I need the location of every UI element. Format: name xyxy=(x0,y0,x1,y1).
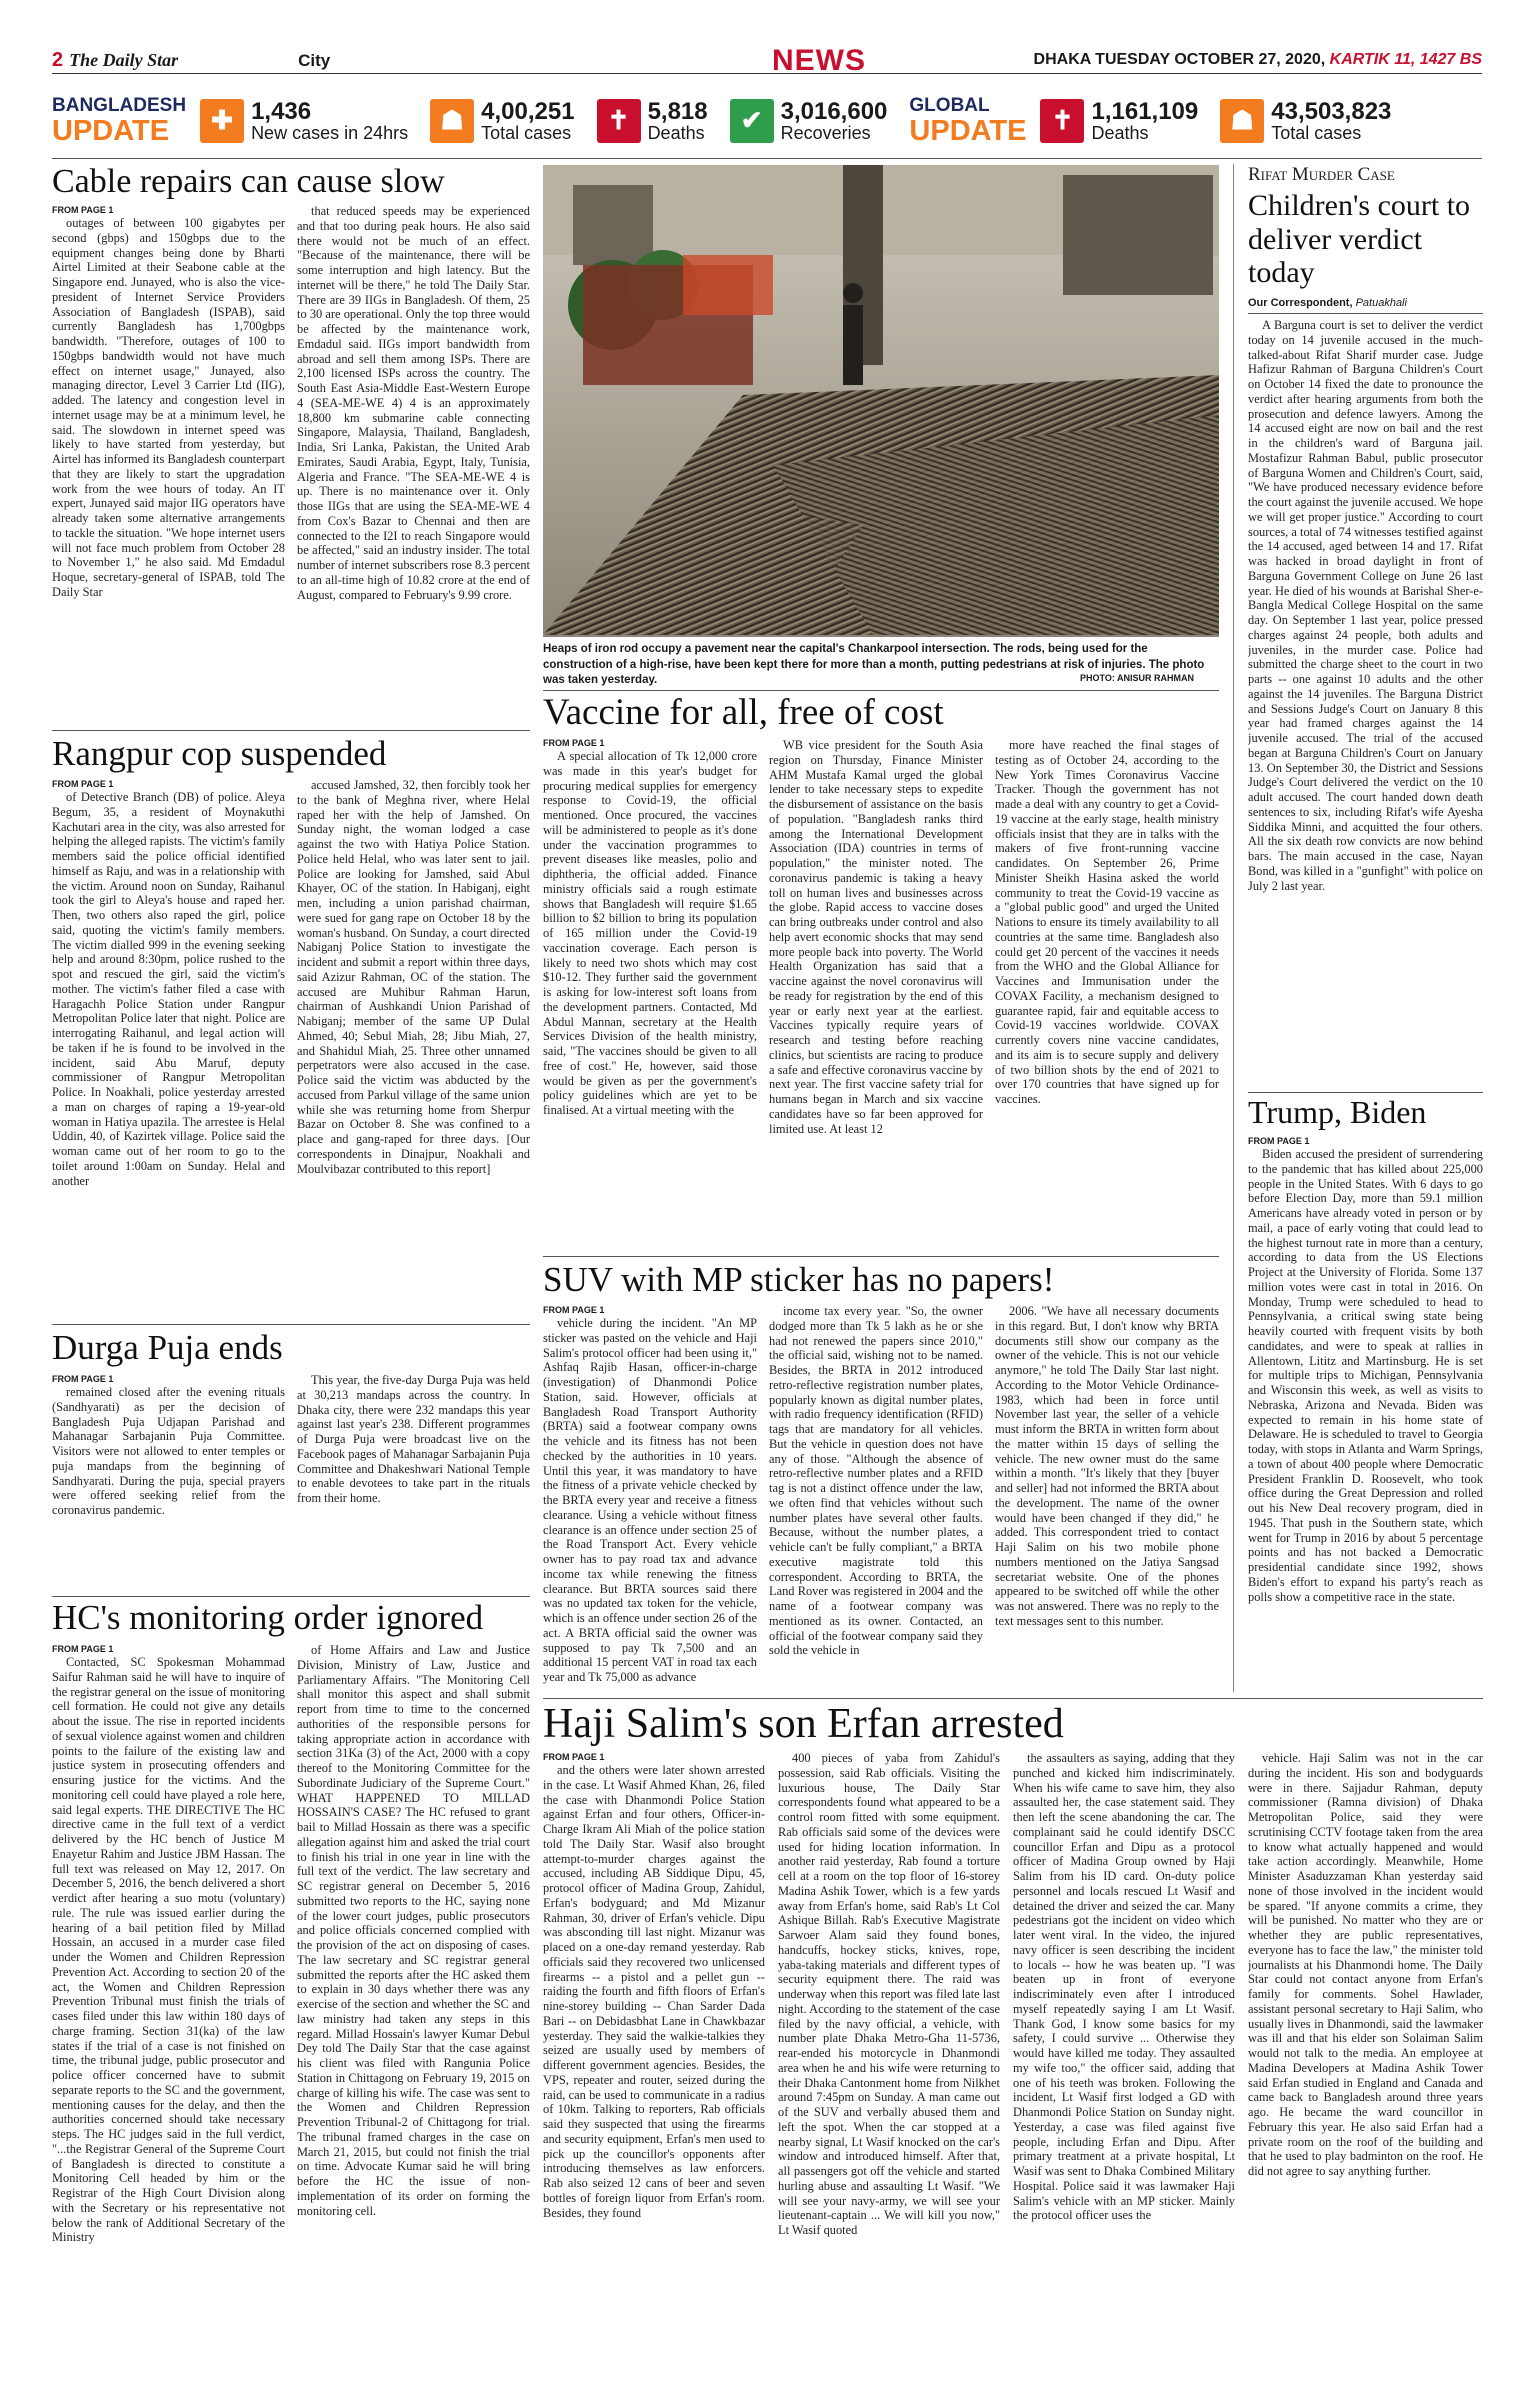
haji-headline: Haji Salim's son Erfan arrested xyxy=(543,1701,1064,1747)
hc-col-1 xyxy=(52,1655,285,2390)
trump-headline: Trump, Biden xyxy=(1248,1094,1427,1130)
bd-label-top: BANGLADESH xyxy=(52,94,187,116)
column-divider xyxy=(1233,164,1234,1692)
from-page-label: FROM PAGE 1 xyxy=(543,738,605,748)
durga-col-1 xyxy=(52,1385,285,1589)
article-text: outages of between 100 gigabytes per second (gbps) and 150gbps due to the equipment changes being done by Bharti Airtel Limited at their Seabone cable at the Singapore end. Junayed, who is also the vice-president of Internet Service Providers Association of Bangladesh (ISPAB), said currently Bangladesh has 1,700gbps bandwidth. "Therefore, outages of 100 to 150gbps bandwidth would not have much effect on internet usage," Junayed, also managing director, Level 3 Carrier Ltd (IIG), added. The latency and congestion level in internet usage may be at a minimum level, he said. The slowdown in internet speed was likely to have started from yesterday, but Airtel has informed its Bangladesh counterpart that they are likely to start the upgradation work from the wee hours of today. An IT expert, Junayed said major IIG operators have already taken some alternative arrangements to tackle the situation. "We hope internet users will not face much problem from October 28 to November 1," he also said. Md Emdadul Hoque, secretary-general of ISPAB, told The Daily Star xyxy=(52,216,285,599)
article-text: and the others were later shown arrested in the case. Lt Wasif Ahmed Khan, 26, filed the case with Dhanmondi Police Station against Erfan and four others, Officer-in-Charge Ikram Ali Miah of the police station told The Daily Star. Wasif also brought attempt-to-murder charges against the accused, including AB Siddique Dipu, 45, protocol officer of Madina Group, Zahidul, Erfan's bodyguard; and Md Mizanur Rahman, 30, driver of Erfan's vehicle. Dipu was absconding till last night. Mizanur was placed on a one-day remand yesterday. Rab officials said they recovered two unlicensed firearms -- a pistol and a pellet gun -- raiding the fourth and fifth floors of Erfan's nine-storey building -- Chan Sarder Dada Bari -- on Debidasbhat Lane in Chawkbazar yesterday. They said the walkie-talkies they seized are usually used by members of different government agencies. Besides, the VPS, repeater and router, seized during the raid, can be used to communicate in a radius of 10km. Talking to reporters, Rab officials said they suspected that using the firearms and security equipment, Erfan's men used to pick up the councillor's opponents after introducing themselves as law enforcers. Rab also seized 12 cans of beer and seven bottles of foreign liquor from Erfan's room. Besides, they found xyxy=(543,1763,765,2220)
cable-col-1 xyxy=(52,216,285,710)
from-page-label: FROM PAGE 1 xyxy=(52,779,114,789)
article-text: 400 pieces of yaba from Zahidul's possession, said Rab officials. Visiting the luxurious house, The Daily Star correspondents found what appeared to be a control room fitted with some equipment. Rab officials said some of the devices were used for hiding location information. In another raid yesterday, Rab found a torture cell at a room on the top floor of 16-storey Madina Ashik Tower, which is a few yards away from Erfan's home, said Rab's Lt Col Ashique Billah. Rab's Executive Magistrate Sarwoer Alam said they found bones, handcuffs, hockey sticks, knives, rope, yaba-taking materials and different types of security equipment there. The raid was underway when this report was filed late last night. According to the statement of the case filed by the navy official, a vehicle, with number plate Dhaka Metro-Gha 11-5736, rear-ended his motorcycle in Dhanmondi area when he and his wife were returning to their Dhaka Cantonment home from Nilkhet around 7:45pm on Sunday. A man came out of the SUV and verbally abused them and left the spot. When the car stopped at a nearby signal, Lt Wasif knocked on the car's window and introduced himself. After that, all passengers got off the vehicle and started hurling abuse and assaulting Lt Wasif. "We will see your navy-army, we will see your lieutenant-captain ... We will kill you now," Lt Wasif quoted xyxy=(778,1751,1000,2237)
stat-value: 3,016,600 xyxy=(780,97,888,125)
divider xyxy=(52,158,1482,159)
from-page-label: FROM PAGE 1 xyxy=(52,1374,114,1384)
death-icon: ✝ xyxy=(597,99,641,143)
from-page-label: FROM PAGE 1 xyxy=(543,1305,605,1315)
haji-col-2 xyxy=(778,1751,1000,2390)
paper-name: The Daily Star xyxy=(69,50,179,70)
byline-author: Our Correspondent, xyxy=(1248,297,1353,309)
article-text: more have reached the final stages of testing as of October 24, according to the New York Times Coronavirus Vaccine Tracker. Though the government has not made a deal with any country to get a Covid-19 vaccine at the early stage, health ministry officials insist that they are in talks with the makers of five front-running vaccine candidates. On September 26, Prime Minister Sheikh Hasina asked the world community to treat the Covid-19 vaccine as a "global public good" and urged the United Nations to ensure its timely availability to all countries at the same time. Bangladesh also could get 20 percent of the vaccines it needs from the WHO and the Global Alliance for Vaccines and Immunisation under the COVAX Facility, a mechanism designed to guarantee rapid, fair and equitable access to Covid-19 vaccines worldwide. COVAX currently covers nine vaccine candidates, and its aim is to secure supply and delivery of two billion shots by the end of 2021 to over 170 countries that have signed up for vaccines. xyxy=(995,738,1219,1106)
bangladesh-update-badge xyxy=(52,96,186,146)
date-line xyxy=(1034,51,1482,69)
article-text: WB vice president for the South Asia region on Thursday, Finance Minister AHM Mustafa Kamal urged the global lender to take necessary steps to expedite the disbursement of assistance on the basis of population. "Bangladesh ranks third among the International Development Association (IDA) countries in terms of population," the minister noted. The coronavirus pandemic is taking a heavy toll on human lives and businesses across the globe. Rapid access to vaccine doses can bring outbreaks under control and also help avert economic shocks that may send more people back into poverty. The World Health Organization has said that a vaccine against the novel coronavirus will be ready for registration by the end of this year or early next year at the earliest. Vaccines typically require years of research and testing before reaching clinics, but scientists are racing to produce a safe and effective coronavirus vaccine by next year. The first vaccine safety trial for humans began in March and six vaccine candidates have so far been approved for limited use. At least 12 xyxy=(769,738,983,1136)
article-text: the assaulters as saying, adding that they punched and kicked him indiscriminately. When his wife came to save him, they also assaulted her, the case statement said. They then left the scene abandoning the car. The complainant said he could identify DSCC councillor Erfan and Dipu as a protocol officer of Madina Group owned by Haji Salim from his ID card. On-duty police personnel and locals rescued Lt Wasif and detained the driver and seized the car. Many pedestrians got the incident on video which later went viral. In the video, the injured navy officer is seen describing the incident to locals -- how he was beaten up. "I was beaten up in front of everyone indiscriminately even after I introduced myself repeatedly saying I am Lt Wasif. Thank God, I know some basics for my safety, I could survive ... Otherwise they would have killed me today. They assaulted my wife too," the officer said, adding that one of his teeth was broken. Following the incident, Lt Wasif first lodged a GD with Dhanmondi Police Station on Sunday night. Yesterday, a case was filed against five people, including Erfan and Dipu. After primary treatment at a private hospital, Lt Wasif was sent to Dhaka Combined Military Hospital. Police said it was lawmaker Haji Salim's vehicle with an MP sticker. Mainly the protocol officer uses the xyxy=(1013,1751,1235,2223)
article-text: that reduced speeds may be experienced and that too during peak hours. He also said there would not be much of an effect. "Because of the maintenance, there will be some interruption and high latency. But the internet will be there," he told The Daily Star. There are 39 IIGs in Bangladesh. Of them, 25 to 30 are operational. Only the top three would be affected by the maintenance work, Emdadul said. IIGs import bandwidth from abroad and sell them among ISPs. There are 2,100 licensed ISPs across the country. The South East Asia-Middle East-Western Europe 4 (SEA-ME-WE 4) 4 is an approximately 18,800 km submarine cable connecting Singapore, Malaysia, Thailand, Bangladesh, India, Sri Lanka, Pakistan, the United Arab Emirates, Saudi Arabia, Egypt, Italy, Tunisia, Algeria and France. "The SEA-ME-WE 4 is up. There is no maintenance over it. Only those IIGs that are using the SEA-ME-WE 4 from Cox's Bazar to Chennai and then are connected to the I2I to reach Singapore would be affected," said an industry insider. The total number of internet subscribers rose 8.3 percent to an all-time high of 10.82 crore at the end of August, compared to February's 9.99 crore. xyxy=(297,204,530,602)
global-update-badge xyxy=(909,96,1026,146)
article-text: of Home Affairs and Law and Justice Division, Ministry of Law, Justice and Parliamentary Affairs. "The Monitoring Cell shall monitor this aspect and shall submit report from time to time to the concerned authorities of the responsible persons for taking appropriate action in accordance with section 31Ka (3) of the Act, 2000 with a copy thereof to the Monitoring Committee for the Subordinate Judiciary of the Supreme Court." WHAT HAPPENED TO MILLAD HOSSAIN'S CASE? The HC refused to grant bail to Millad Hossain as there was a specific allegation against him and asked the trial court to finish his trial in one year in line with the full text of the verdict. The law secretary and SC registrar general on December 5, 2016 submitted two reports to the HC, saying none of the lower court judges, public prosecutors and police officials concerned complied with the provision of the act on disposing of cases. The law secretary and SC registrar general submitted the reports after the HC asked them to explain in 30 days whether there was any exercise of the section and whether the SC and law ministry had taken any steps in this regard. Millad Hossain's lawyer Kumar Debul Dey told The Daily Star that the case against his client was filed with Rangunia Police Station in Chittagong on February 19, 2015 on charge of killing his wife. The case was sent to the Women and Children Repression Prevention Tribunal-2 of Chittagong for trial. The tribunal framed charges in the case on March 21, 2015, but could not finish the trial on time. Advocate Kumar said he will bring before the HC the issue of non-implementation of its order on forming the monitoring cell. xyxy=(297,1643,530,2218)
haji-col-4 xyxy=(1248,1751,1483,2390)
cable-col-2 xyxy=(297,204,530,710)
durga-headline: Durga Puja ends xyxy=(52,1328,283,1367)
article-text: 2006. "We have all necessary documents in this regard. But, I don't know why BRTA documents still show our company as the owner of the vehicle. This is not our vehicle anymore," he told The Daily Star last night. According to the Motor Vehicle Ordinance-1983, which had been in force until November last year, the seller of a vehicle must inform the BRTA in written form about the matter within 15 days of selling the vehicle. The new owner must do the same within a month. "It's likely that they [buyer and seller] had not informed the BRTA about the development. The name of the owner would have been changed if they did," he added. This correspondent tried to contact Haji Salim on his two mobile phone numbers mentioned on the Jatiya Sangsad secretariat website. One of the phones appeared to be switched off while the other was not answered. There was no reply to the text messages sent to this number. xyxy=(995,1304,1219,1628)
stat-new-cases xyxy=(200,99,408,143)
from-page-label: FROM PAGE 1 xyxy=(52,205,114,215)
article-text: vehicle. Haji Salim was not in the car during the incident. His son and bodyguards were in there. Sajjadur Rahman, deputy commissioner (Ramna division) of Dhaka Metropolitan Police, said they were scrutinising CCTV footage taken from the area to know what actually happened and would take action accordingly. Meanwhile, Home Minister Asaduzzaman Khan yesterday said none of those involved in the incident would be spared. "If anyone commits a crime, they will be punished. No matter who they are or whether they are public representatives, everyone has to face the law," the minister told journalists at his Dhanmondi home. The Daily Star could not contact anyone from Erfan's family for comments. Sohel Hawlader, assistant personal secretary to Haji Salim, who usually lives in Dhanmondi, said the lawmaker was ill and that his elder son Solaiman Salim would not talk to the media. An employee at Madina Developers at Madina Ashik Tower said Erfan studied in England and Canada and came back to Bangladesh around three years ago. He became the ward councillor in February this year. He also said Erfan had a private room on the roof of the building and that he used to play badminton on the roof. He did not agree to say anything further. xyxy=(1248,1751,1483,2178)
stat-value: 43,503,823 xyxy=(1271,97,1392,125)
stat-total-cases xyxy=(430,99,574,143)
patient-icon: ☗ xyxy=(430,99,474,143)
photo-credit: PHOTO: ANISUR RAHMAN xyxy=(1080,673,1194,683)
stat-label: Deaths xyxy=(1091,123,1149,144)
stat-value: 1,436 xyxy=(251,97,312,125)
kartik-date: KARTIK 11, 1427 BS xyxy=(1329,51,1482,68)
haji-col-1 xyxy=(543,1763,765,2390)
news-label: NEWS xyxy=(772,44,866,77)
rangpur-col-2 xyxy=(297,778,530,1312)
global-label-bottom: UPDATE xyxy=(909,114,1027,147)
divider xyxy=(543,1256,1219,1257)
suv-col-3 xyxy=(995,1304,1219,1692)
stat-global-total-cases xyxy=(1220,99,1391,143)
article-text: accused Jamshed, 32, then forcibly took her to the bank of Meghna river, where Helal raped her with the help of Jamshed. On Sunday night, the woman lodged a case against the two with Hatiya Police Station. Police held Helal, who was later sent to jail. Police are looking for Jamshed, said Abul Khayer, OC of the station. In Habiganj, eight men, including a union parishad chairman, were sued for gang rape on October 18 by the woman's husband. On Sunday, a court directed Nabiganj Police Station to investigate the incident and submit a report within three days, said Azizur Rahman, OC of the station. The accused are Muhibur Rahman Harun, chairman of Aushkandi Union Parishad of Nabiganj; member of the same UP Dulal Ahmed, 40; Sebul Miah, 28; Jibu Miah, 27, and Shahidul Miah, 25. Three other unnamed perpetrators were also accused in the case. Police said the victim was abducted by the accused from Parkul village of the same union while she was returning home from Sherpur Bazar on October 8. She was confined to a place and gang-raped for three days. [Our correspondents in Dinajpur, Noakhali and Moulvibazar contributed to this report] xyxy=(297,778,530,1176)
bd-label-bottom: UPDATE xyxy=(52,114,170,147)
from-page-label: FROM PAGE 1 xyxy=(543,1752,605,1762)
suv-col-2 xyxy=(769,1304,983,1692)
divider xyxy=(1248,313,1483,314)
vaccine-col-2 xyxy=(769,738,983,1245)
divider xyxy=(52,730,530,731)
rifat-body xyxy=(1248,318,1483,1086)
rifat-byline xyxy=(1248,297,1407,309)
patient-icon: ☗ xyxy=(1220,99,1264,143)
suv-col-1 xyxy=(543,1316,757,1692)
haji-col-3 xyxy=(1013,1751,1235,2390)
stat-label: Deaths xyxy=(647,123,705,144)
global-label-top: GLOBAL xyxy=(909,94,990,116)
article-text: Biden accused the president of surrendering to the pandemic that has killed about 225,000 people in the United States. With 6 days to go before Election Day, more than 59.1 million Americans have already voted in person or by mail, a pace of early voting that could lead to the highest turnout rate in more than a century, according to data from the US Elections Project at the University of Florida. Some 137 million votes were cast in total in 2016. On Monday, Trump were scheduled to head to Pennsylvania, a critical swing state being heavily courted with frequent visits by both candidates, and were to speak at rallies in Allentown, Lititz and Martinsburg. He is set for multiple trips to Michigan, Pennsylvania and Wisconsin this week, as well as visits to Nebraska, Arizona and Nevada. Biden was expected to remain in his home state of Delaware. He is scheduled to travel to Georgia today, with stops in Atlanta and Warm Springs, a town of about 400 people where Democratic President Franklin D. Roosevelt, who took office during the Great Depression and rolled out his New Deal recovery program, died in 1945. That push in the Southern state, which went for Trump in 2016 by about 5 percentage points and has not backed a Democratic presidential candidate since 1992, shows Biden's effort to expand his party's reach as polls show a competitive race in the state. xyxy=(1248,1147,1483,1604)
stat-recoveries xyxy=(730,99,888,143)
article-text: income tax every year. "So, the owner dodged more than Tk 5 lakh as he or she had not renewed the papers since 2010," the official said, wishing not to be named. Besides, the BRTA in 2012 introduced retro-reflective registration number plates, popularly known as digital number plates, with radio frequency identification (RFID) tags that are mandatory for all vehicles. But the vehicle in question does not have any of those. "Although the absence of retro-reflective number plates and a RFID tag is not a distinct offence under the law, we often find that vehicles without such number plates have several other faults. Because, without the number plates, a vehicle can't be fully compliant," a BRTA executive magistrate told this correspondent. According to BRTA, the Land Rover was registered in 2004 and the name of a footwear company was mentioned as its owner. Contacted, an official of the footwear company said they sold the vehicle in xyxy=(769,1304,983,1658)
stat-label: Recoveries xyxy=(780,123,871,144)
rifat-kicker: Rifat Murder Case xyxy=(1248,164,1395,185)
stat-value: 5,818 xyxy=(647,97,708,125)
byline-place: Patuakhali xyxy=(1355,297,1407,309)
stat-global-deaths xyxy=(1040,99,1198,143)
article-text: A Barguna court is set to deliver the verdict today on 14 juvenile accused in the much-talked-about Rifat Sharif murder case. Judge Hafizur Rahman of Barguna Children's Court on October 14 fixed the date to pronounce the verdict after hearing arguments from both the prosecution and defence lawyers. Among the 14 accused eight are now on bail and the rest in the children's ward of Barguna jail. Mostafizur Rahman Babul, public prosecutor of Barguna Women and Children's Court, said, "We have produced necessary evidence before the court against the juvenile accused. We hope we will get proper justice." According to court sources, a total of 74 witnesses testified against the 14 accused, aged between 14 and 17. Rifat was hacked in broad daylight in front of Barguna Government College on June 26 last year. He died of his wounds at Barishal Sher-e-Bangla Medical College Hospital on the same day. On September 1 last year, police pressed charges against 24 people, both adults and juveniles, in the murder case. Police had submitted the charge sheet to the court in two parts -- one against 10 adults and the other against the 14 juveniles. The Barguna District and Sessions Judge's Court on January 8 this year had framed charges against the 14 juvenile accused. The trial of the accused began at Barguna Children's Court on January 13. On September 30, the District and Sessions Judge's Court delivered the verdict on the 10 adult accused. The court handed down death sentences to six, including Rifat's wife Ayesha Siddika Minni, and acquitted the four others. All the six death row convicts are now behind bars. The main accused in the case, Nayan Bond, was killed in a "gunfight" with police on July 2 last year. xyxy=(1248,318,1483,893)
article-text: A special allocation of Tk 12,000 crore was made in this year's budget for procuring medical supplies for emergency response to Covid-19, the official mentioned. Once procured, the vaccines will be administered to people as it's done under the vaccination programmes to prevent diseases like measles, polio and diphtheria, the official added. Finance ministry officials said a rough estimate shows that Bangladesh will require $1.65 billion to $2 billion to bring its population of 165 million under the Covid-19 vaccination coverage. Each person is likely to need two shots which may cost $10-12. They further said the government is asking for low-interest soft loans from the development partners. Contacted, Md Abdul Mannan, secretary at the Health Services Division of the health ministry, said, "The vaccines should be given to all free of cost." He, however, said those would be given as per the government's policy guidelines which are yet to be finalised. At a virtual meeting with the xyxy=(543,749,757,1117)
stat-value: 4,00,251 xyxy=(481,97,575,125)
rangpur-headline: Rangpur cop suspended xyxy=(52,734,387,773)
rifat-headline: Children's court to deliver verdict today xyxy=(1248,189,1471,290)
date-text: DHAKA TUESDAY OCTOBER 27, 2020, xyxy=(1033,51,1330,68)
stat-value: 1,161,109 xyxy=(1091,97,1199,125)
trump-body xyxy=(1248,1147,1483,1692)
article-text: of Detective Branch (DB) of police. Aleya Begum, 35, a resident of Moynakuthi Kachutari area in the city, was also arrested for helping the alleged rapists. The victim's family members said the police official identified himself as Raju, and was in a relationship with the victim. Around noon on Sunday, Raihanul took the girl to Aleya's house and raped her. Then, two others also raped the girl, police said, quoting the victim's family members. The victim dialled 999 in the evening seeking help and around 8:30pm, police rushed to the spot and rescued the girl, said the victim's mother. The victim's father filed a case with Haragachh Police Station under Rangpur Metropolitan Police later that night. Police are interrogating Raihanul, and legal action will be taken if he is found to be involved in the incident, said Abu Maruf, deputy commissioner of Rangpur Metropolitan Police. In Noakhali, police yesterday arrested a man on charges of raping a 19-year-old woman in Hatiya upazila. The arrestee is Helal Uddin, 40, of Kazirtek village. Police said the woman came out of her room to go to the toilet around 1:00am on Sunday. Helal and another xyxy=(52,790,285,1188)
suv-headline: SUV with MP sticker has no papers! xyxy=(543,1260,1055,1299)
photo-caption: Heaps of iron rod occupy a pavement near the capital's Chankarpool intersection. The rods, being used for the construction of a high-rise, have been kept there for more than a month, putting pedestrians at risk of injuries. The photo was taken yesterday. xyxy=(543,643,1205,687)
stat-label: New cases in 24hrs xyxy=(251,123,409,144)
divider xyxy=(543,1698,1483,1699)
divider xyxy=(543,690,1219,691)
masthead xyxy=(52,44,1482,77)
article-text: Contacted, SC Spokesman Mohammad Saifur Rahman said he will have to inquire of the registrar general on the issue of monitoring cell formation. He could not give any details about the issue. The rise in reported incidents of sexual violence against women and children points to the failure of the existing law and justice system in prosecuting offenders and ensuring justice for the victims. And the monitoring cell could have played a role here, said legal experts. THE DIRECTIVE The HC directive came in the full text of a verdict delivered by the HC bench of Justice M Enayetur Rahim and Justice JBM Hassan. The full text was released on May 12, 2017. On December 5, 2016, the bench delivered a short verdict after hearing a suo motu (voluntary) rule. The rule was issued earlier during the hearing of a bail petition filed by Millad Hossain, an accused in a murder case filed under the Women and Children Repression Prevention Act. According to section 20 of the act, the Women and Children Repression Prevention Tribunal must finish the trials of cases filed under this law within 180 days of charge framing. Section 31(ka) of the law states if the trial of a case is not finished on time, the tribunal judge, public prosecutor and police officer concerned have to submit separate reports to the SC and the government, mentioning causes for the delay, and then the authorities concerned should take necessary steps. The HC judges said in the full verdict, "...the Registrar General of the Supreme Court of Bangladesh is directed to constitute a Monitoring Cell headed by him or the Registrar of the High Court Division along with the Secretary or his representative not below the rank of Additional Secretary of the Ministry xyxy=(52,1655,285,2245)
stat-label: Total cases xyxy=(481,123,572,144)
page-number: 2 xyxy=(52,49,64,71)
photo-illustration xyxy=(543,165,1219,637)
stat-label: Total cases xyxy=(1271,123,1362,144)
article-text: remained closed after the evening rituals (Sandhyarati) as per the decision of Bangladesh Puja Udjapan Parishad and Mahanagar Sarbajanin Puja Committee. Visitors were not allowed to enter temples or puja mandaps from the beginning of Sandhyarati. During the puja, special prayers were offered seeking relief from the coronavirus pandemic. xyxy=(52,1385,285,1517)
from-page-label: FROM PAGE 1 xyxy=(52,1644,114,1654)
vaccine-headline: Vaccine for all, free of cost xyxy=(543,692,944,733)
divider xyxy=(1248,1092,1483,1093)
hc-col-2 xyxy=(297,1643,530,2390)
divider xyxy=(52,1596,530,1597)
hc-headline: HC's monitoring order ignored xyxy=(52,1598,484,1637)
cable-headline: Cable repairs can cause slow xyxy=(52,163,445,200)
from-page-label: FROM PAGE 1 xyxy=(1248,1136,1310,1146)
divider xyxy=(52,1324,530,1325)
vaccine-col-1 xyxy=(543,749,757,1245)
article-text: This year, the five-day Durga Puja was held at 30,213 mandaps across the country. In Dhaka city, there were 232 mandaps this year against last year's 238. Different programmes of Durga Puja were broadcast live on the Facebook pages of Mahanagar Sarbajanin Puja Committee and Dhakeshwari National Temple to enable devotees to take part in the rituals from their home. xyxy=(297,1373,530,1505)
article-text: vehicle during the incident. "An MP sticker was pasted on the vehicle and Haji Salim's protocol officer had been using it," Ashfaq Rajib Hasan, officer-in-charge (investigation) of Dhanmondi Police Station, said. However, officials at Bangladesh Road Transport Authority (BRTA) said a footwear company owns the vehicle and its fitness has not been checked by the authorities in 10 years. Until this year, it was mandatory to have the fitness of a private vehicle checked by the BRTA every year and receive a fitness clearance. Using a vehicle without fitness clearance is an offence under section 25 of the Road Transport Act. Every vehicle owner has to pay road tax and advance income tax while renewing the fitness clearance. But BRTA sources said there was no updated tax token for the vehicle, which is an offence under section 26 of the act. A BRTA official said the owner was supposed to pay Tk 7,500 and an additional 15 percent VAT in road tax each year and Tk 75,000 as advance xyxy=(543,1316,757,1684)
recovery-icon: ✔ xyxy=(730,99,774,143)
durga-col-2 xyxy=(297,1373,530,1589)
stat-deaths xyxy=(597,99,708,143)
section-name: City xyxy=(298,50,331,70)
covid-update-bar xyxy=(52,90,1482,152)
rangpur-col-1 xyxy=(52,790,285,1312)
death-icon: ✝ xyxy=(1040,99,1084,143)
iron-rods-photo xyxy=(543,165,1219,637)
virus-icon: ✚ xyxy=(200,99,244,143)
vaccine-col-3 xyxy=(995,738,1219,1245)
